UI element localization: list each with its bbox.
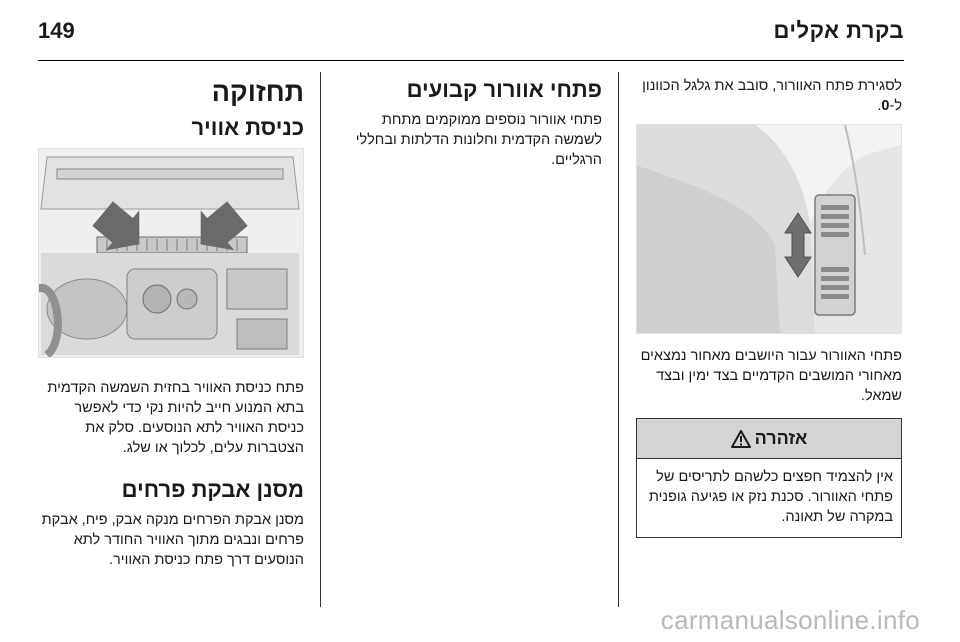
vent-close-end: . [877,98,882,114]
pollen-filter-text: מסנן אבקת הפרחים מנקה אבק, פיח, אבקת פרחים ונבגים מתוך האוויר החודר לתא הנוסעים דרך פתח כניסת האוויר. [41,512,304,568]
page-number: 149 [38,18,75,43]
warning-title: אזהרה [754,428,808,448]
rear-vent-illustration [636,124,902,334]
pollen-filter-heading: מסנן אבקת פרחים [121,477,304,502]
fixed-vents-heading: פתחי אוורור קבועים [406,77,602,102]
dial-zero-value: 0 [881,98,890,114]
warning-triangle-icon [731,430,751,448]
section-spacer [38,458,304,476]
header-rule [38,60,904,61]
watermark: carmanualsonline.info [660,605,920,635]
vent-close-text: לסגירת פתח האוורור, סובב את גלגל הכוונון ל- [642,78,902,114]
middle-column [338,76,602,170]
left-column [38,76,304,570]
warning-text: אין להצמיד חפצים כלשהם לתריסים של פתחי האוורור. סכנת נזק או פגיעה גופנית במקרה של תאונה. [648,469,893,525]
right-column [636,76,902,538]
air-intake-text: פתח כניסת האוויר בחזית השמשה הקדמית בתא המנוע חייב להיות נקי כדי לאפשר כניסת האוויר לתא הנוסעים. סלק את הצטברות עלים, לכלוך או שלג. [47,380,304,456]
warning-header [637,419,901,459]
vent-close-instruction [636,76,902,116]
rear-vents-description: פתחי האוורור עבור היושבים מאחור נמצאים מאחורי המושבים הקדמיים בצד ימין ובצד שמאל. [640,348,902,404]
column-divider-right [618,72,619,607]
engine-bay-drawing [38,149,303,358]
column-divider-left [320,72,321,607]
engine-bay-illustration [38,148,304,358]
rear-vent-drawing [636,125,901,334]
fixed-vents-text: פתחי אוורור נוספים ממוקמים מתחת לשמשה הקדמית וחלונות הדלתות ובחללי הרגליים. [355,112,602,168]
air-intake-heading: כניסת אוויר [191,115,304,140]
warning-box [636,418,902,538]
maintenance-heading: תחזוקה [211,77,304,107]
page-header [38,14,904,52]
section-title: בקרת אקלים [773,18,904,43]
